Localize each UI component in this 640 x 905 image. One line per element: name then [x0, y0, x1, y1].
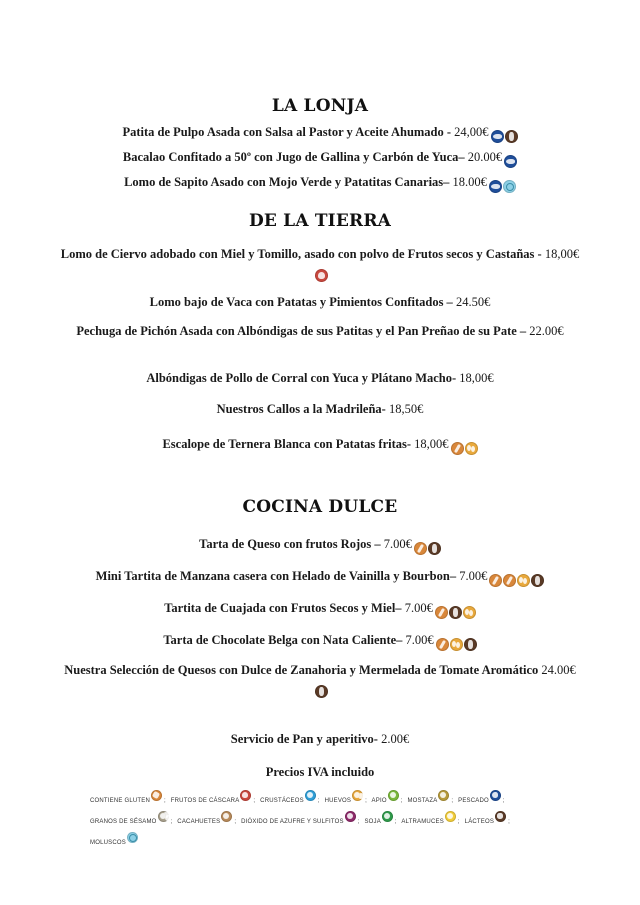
- legend-entry: MOSTAZA ;: [407, 798, 456, 804]
- fish-icon: [504, 155, 517, 168]
- gluten-icon: [435, 606, 448, 619]
- dish-name: Patita de Pulpo Asada con Salsa al Pastor y Aceite Ahumado -: [122, 125, 455, 139]
- legend-entry: LÁCTEOS ;: [465, 819, 513, 825]
- legend-label: PESCADO: [458, 798, 489, 804]
- legend-entry: CONTIENE GLUTEN ;: [90, 798, 169, 804]
- gluten-icon: [151, 790, 162, 801]
- dish-price: 22.00€: [529, 324, 564, 338]
- dish-price: 18.00€: [452, 175, 487, 189]
- legend-entry: APIO ;: [372, 798, 406, 804]
- bread-service: [60, 731, 580, 748]
- mollusc-icon: [503, 180, 516, 193]
- egg-icon: [463, 606, 476, 619]
- dish-price: 7.00€: [459, 569, 488, 583]
- dish-name: Mini Tartita de Manzana casera con Helado de Vainilla y Bourbon–: [95, 569, 460, 583]
- dish-price: 7.00€: [383, 537, 412, 551]
- gluten-icon: [436, 638, 449, 651]
- milk-icon: [449, 606, 462, 619]
- dish-name: Pechuga de Pichón Asada con Albóndigas de sus Patitas y el Pan Preñao de su Pate –: [76, 324, 530, 338]
- gluten-icon: [451, 442, 464, 455]
- menu-item: [60, 600, 580, 620]
- menu-item: [60, 662, 580, 699]
- legend-entry: DIÓXIDO DE AZUFRE Y SULFITOS ;: [241, 819, 363, 825]
- menu-item: [60, 246, 580, 283]
- milk-icon: [495, 811, 506, 822]
- nuts-icon: [240, 790, 251, 801]
- crustacean-icon: [305, 790, 316, 801]
- legend-label: MOLUSCOS: [90, 840, 126, 846]
- milk-icon: [531, 574, 544, 587]
- gluten-icon: [503, 574, 516, 587]
- legend-label: ALTRAMUCES: [401, 819, 444, 825]
- dish-price: 18,50€: [388, 402, 424, 416]
- dish-name: Lomo de Ciervo adobado con Miel y Tomillo, asado con polvo de Frutos secos y Castañas -: [60, 247, 545, 261]
- mollusc-icon: [127, 832, 138, 843]
- dish-price: 24,00€: [454, 125, 489, 139]
- dish-price: 24.00€: [541, 663, 576, 677]
- dish-name: Tartita de Cuajada con Frutos Secos y Miel–: [164, 601, 405, 615]
- dish-price: 20.00€: [467, 150, 503, 164]
- legend-label: CACAHUETES: [177, 819, 221, 825]
- menu-item: [60, 124, 580, 144]
- menu-item: [60, 401, 580, 418]
- allergen-legend: [90, 790, 550, 853]
- legend-label: MOSTAZA: [407, 798, 438, 804]
- menu-item: [60, 174, 580, 194]
- legend-entry: [90, 840, 139, 846]
- dish-name: Nuestra Selección de Quesos con Dulce de Zanahoria y Mermelada de Tomate Aromático: [64, 663, 542, 677]
- nuts-icon: [315, 269, 328, 282]
- peanut-icon: [221, 811, 232, 822]
- menu-item: [60, 294, 580, 311]
- legend-entry: CRUSTÁCEOS ;: [260, 798, 323, 804]
- legend-label: SOJA: [364, 819, 381, 825]
- section-title-cocina-dulce: COCINA DULCE: [242, 497, 398, 517]
- legend-entry: GRANOS DE SÉSAMO ;: [90, 819, 175, 825]
- fish-icon: [490, 790, 501, 801]
- gluten-icon: [489, 574, 502, 587]
- dish-name: Escalope de Ternera Blanca con Patatas fritas-: [162, 437, 415, 451]
- menu-item: [60, 536, 580, 556]
- legend-label: FRUTOS DE CÁSCARA: [170, 798, 240, 804]
- legend-label: LÁCTEOS: [464, 819, 495, 825]
- milk-icon: [428, 542, 441, 555]
- legend-label: CONTIENE GLUTEN: [90, 798, 151, 804]
- legend-entry: ALTRAMUCES ;: [401, 819, 462, 825]
- dish-name: Bacalao Confitado a 50º con Jugo de Gallina y Carbón de Yuca–: [122, 150, 468, 164]
- milk-icon: [505, 130, 518, 143]
- menu-item: [40, 568, 600, 588]
- legend-label: APIO: [371, 798, 387, 804]
- menu-item: [60, 370, 580, 387]
- legend-entry: PESCADO ;: [458, 798, 508, 804]
- fish-icon: [489, 180, 502, 193]
- legend-entry: HUEVOS ;: [325, 798, 370, 804]
- sesame-icon: [158, 811, 169, 822]
- dish-price: 18,00€: [459, 371, 494, 385]
- egg-icon: [465, 442, 478, 455]
- sulphite-icon: [345, 811, 356, 822]
- milk-icon: [464, 638, 477, 651]
- celery-icon: [388, 790, 399, 801]
- dish-price: 7.00€: [404, 601, 433, 615]
- fish-icon: [491, 130, 504, 143]
- dish-price: 18,00€: [414, 437, 449, 451]
- dish-name: Tarta de Queso con frutos Rojos –: [199, 537, 384, 551]
- menu-item: [60, 149, 580, 169]
- legend-entry: SOJA ;: [364, 819, 399, 825]
- legend-label: CRUSTÁCEOS: [260, 798, 304, 804]
- legend-label: HUEVOS: [324, 798, 352, 804]
- vat-note: Precios IVA incluido: [265, 765, 375, 779]
- menu-item: [60, 632, 580, 652]
- section-title-la-lonja: LA LONJA: [271, 96, 369, 116]
- soy-icon: [382, 811, 393, 822]
- egg-icon: [450, 638, 463, 651]
- milk-icon: [315, 685, 328, 698]
- dish-price: 7.00€: [405, 633, 434, 647]
- mustard-icon: [438, 790, 449, 801]
- dish-price: 18,00€: [544, 247, 580, 261]
- egg-icon: [352, 790, 363, 801]
- legend-entry: FRUTOS DE CÁSCARA ;: [171, 798, 259, 804]
- menu-item: [60, 323, 580, 340]
- dish-name: Nuestros Callos a la Madrileña-: [216, 402, 389, 416]
- dish-price: 24.50€: [455, 295, 491, 309]
- dish-name: Lomo bajo de Vaca con Patatas y Pimientos Confitados –: [149, 295, 456, 309]
- dish-name: Albóndigas de Pollo de Corral con Yuca y Plátano Macho-: [146, 371, 460, 385]
- legend-entry: CACAHUETES ;: [177, 819, 239, 825]
- legend-label: DIÓXIDO DE AZUFRE Y SULFITOS: [241, 819, 344, 825]
- legend-label: GRANOS DE SÉSAMO: [90, 819, 157, 825]
- bread-service-price: 2.00€: [381, 732, 410, 746]
- lupin-icon: [445, 811, 456, 822]
- dish-name: Lomo de Sapito Asado con Mojo Verde y Patatitas Canarias–: [124, 175, 453, 189]
- bread-service-name: Servicio de Pan y aperitivo-: [230, 732, 382, 746]
- gluten-icon: [414, 542, 427, 555]
- egg-icon: [517, 574, 530, 587]
- section-title-de-la-tierra: DE LA TIERRA: [248, 211, 392, 231]
- dish-name: Tarta de Chocolate Belga con Nata Caliente–: [163, 633, 406, 647]
- menu-item: [60, 436, 580, 456]
